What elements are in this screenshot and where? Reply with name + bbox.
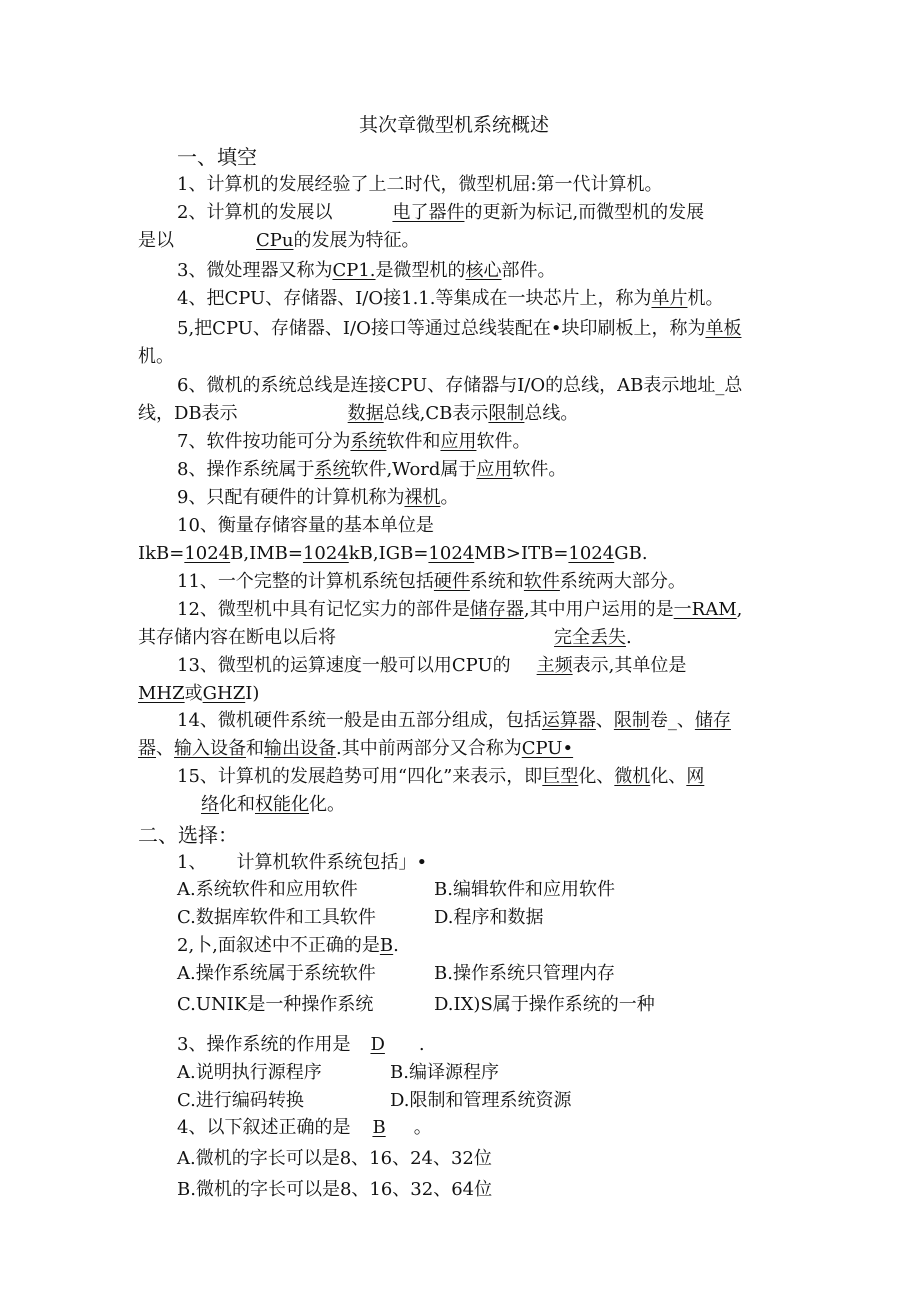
answer-blank: 核心 bbox=[465, 260, 502, 281]
choice-option: D.程序和数据 bbox=[434, 907, 544, 928]
answer-blank: CPU• bbox=[521, 738, 574, 759]
choice-option: A.微机的字长可以是8、16、24、32位 bbox=[177, 1148, 492, 1169]
question-text: 总线。 bbox=[524, 403, 579, 424]
question-text: 13、微型机的运算速度一般可以用CPU的 bbox=[177, 655, 511, 676]
fill-in-line bbox=[177, 430, 530, 454]
fill-in-line bbox=[177, 173, 663, 197]
question-text: 的发展为特征。 bbox=[293, 230, 420, 251]
answer-blank: 1024 bbox=[184, 543, 231, 564]
fill-in-line bbox=[138, 229, 419, 253]
question-text: . bbox=[393, 935, 399, 956]
question-text: 12、微型机中具有记忆实力的部件是 bbox=[177, 599, 470, 620]
choice-option: B.编译源程序 bbox=[390, 1062, 499, 1083]
answer-blank: 络 bbox=[201, 794, 219, 815]
answer-blank: 单板 bbox=[705, 318, 742, 339]
answer-blank: 网 bbox=[686, 766, 705, 787]
section-fill-blank-heading: 一、填空 bbox=[177, 145, 257, 169]
fill-in-line bbox=[177, 514, 434, 538]
answer-blank: 裸机 bbox=[404, 487, 441, 508]
question-text: 8、操作系统属于 bbox=[177, 459, 315, 480]
question-text: I) bbox=[245, 683, 260, 704]
question-text: 。 bbox=[413, 1117, 432, 1138]
fill-in-line bbox=[138, 542, 648, 566]
answer-blank: CPu bbox=[256, 230, 294, 251]
question-text: 其存储内容在断电以后将 bbox=[138, 627, 336, 648]
answer-blank: 权能化 bbox=[255, 794, 309, 815]
answer-blank: 1024 bbox=[428, 543, 475, 564]
answer-blank: 限制 bbox=[488, 403, 525, 424]
question-text: 5,把CPU、存储器、I/O接口等通过总线装配在•块印刷板上，称为 bbox=[177, 318, 706, 339]
fill-in-line bbox=[138, 345, 174, 369]
question-text: kB,IGB= bbox=[348, 543, 429, 564]
choice-option: C.进行编码转换 bbox=[177, 1090, 304, 1111]
choice-option: B.编辑软件和应用软件 bbox=[434, 879, 615, 900]
choice-option: C.UNIK是一种操作系统 bbox=[177, 994, 374, 1015]
choice-option: A.说明执行源程序 bbox=[177, 1062, 322, 1083]
answer-blank: 主频 bbox=[536, 655, 573, 676]
question-text: 系统两大部分。 bbox=[559, 571, 686, 592]
fill-in-line bbox=[177, 201, 704, 225]
question-text: 计算机软件系统包括」• bbox=[236, 852, 428, 873]
answer-blank: 限制 bbox=[613, 710, 650, 731]
question-text: 。 bbox=[440, 487, 459, 508]
answer-blank: 储存器 bbox=[469, 599, 524, 620]
question-text: 总线,CB表示 bbox=[383, 403, 489, 424]
question-text: . bbox=[418, 1034, 425, 1055]
fill-in-line bbox=[138, 737, 573, 761]
answer-blank: D bbox=[370, 1034, 385, 1055]
choice-question-stem bbox=[177, 1033, 425, 1057]
question-text: 化、 bbox=[650, 766, 687, 787]
answer-blank: 器 bbox=[138, 738, 156, 759]
choice-option: D.IX)S属于操作系统的一种 bbox=[434, 994, 655, 1015]
choice-question-stem bbox=[177, 934, 399, 958]
question-text: 表示,其单位是 bbox=[572, 655, 687, 676]
question-text: ,其中用户运用的是 bbox=[523, 599, 674, 620]
answer-blank: 数据 bbox=[347, 403, 384, 424]
answer-blank: 单片 bbox=[651, 288, 688, 309]
question-text: 7、软件按功能可分为 bbox=[177, 431, 351, 452]
question-text: 是以 bbox=[138, 230, 174, 251]
fill-in-line bbox=[177, 259, 556, 283]
choice-option: A.操作系统属于系统软件 bbox=[177, 963, 376, 984]
question-text: 、 bbox=[595, 710, 614, 731]
answer-blank: 输入设备 bbox=[174, 738, 246, 759]
question-text: 9、只配有硬件的计算机称为 bbox=[177, 487, 405, 508]
answer-blank: 一RAM bbox=[673, 599, 737, 620]
question-text: 是微型机的 bbox=[375, 260, 466, 281]
answer-blank: 系统 bbox=[350, 431, 387, 452]
question-text: 、 bbox=[156, 738, 174, 759]
answer-blank: GHZ bbox=[202, 683, 246, 704]
fill-in-line bbox=[177, 598, 742, 622]
question-text: 软件。 bbox=[512, 459, 567, 480]
fill-in-line bbox=[177, 317, 741, 341]
answer-blank: 微机 bbox=[614, 766, 651, 787]
fill-in-line bbox=[177, 458, 566, 482]
section-choice-heading: 二、选择： bbox=[138, 823, 238, 847]
answer-blank: B bbox=[372, 1117, 386, 1138]
question-text: 软件。 bbox=[476, 431, 531, 452]
question-text: IkB= bbox=[138, 543, 185, 564]
answer-blank: 输出设备 bbox=[264, 738, 336, 759]
answer-blank: 硬件 bbox=[433, 571, 470, 592]
choice-option: B.微机的字长可以是8、16、32、64位 bbox=[177, 1179, 493, 1200]
question-text: 4、把CPU、存储器、I/O接1.1.等集成在一块芯片上，称为 bbox=[177, 288, 652, 309]
question-text: 化、 bbox=[578, 766, 615, 787]
question-text: 化和 bbox=[219, 794, 255, 815]
question-text: 2、计算机的发展以 bbox=[177, 202, 333, 223]
answer-blank: 巨型 bbox=[542, 766, 579, 787]
answer-blank: 软件 bbox=[523, 571, 560, 592]
question-text: 4、以下叙述正确的是 bbox=[177, 1117, 351, 1138]
fill-in-line bbox=[177, 374, 742, 398]
question-text: 1、 bbox=[177, 852, 207, 873]
answer-blank: B bbox=[379, 935, 394, 956]
answer-blank: 系统 bbox=[314, 459, 351, 480]
question-text: 的更新为标记,而微型机的发展 bbox=[464, 202, 705, 223]
question-text: 软件,Word属于 bbox=[350, 459, 477, 480]
choice-option: B.操作系统只管理内存 bbox=[434, 963, 615, 984]
fill-in-line bbox=[177, 570, 686, 594]
question-text: 1、计算机的发展经验了上二时代，微型机屈:第一代计算机。 bbox=[177, 174, 663, 195]
fill-in-line bbox=[138, 626, 632, 650]
question-text: 和 bbox=[246, 738, 264, 759]
question-text: 软件和 bbox=[386, 431, 441, 452]
question-text: 2,卜,面叙述中不正确的是 bbox=[177, 935, 380, 956]
fill-in-line bbox=[177, 486, 458, 510]
question-text: 线，DB表示 bbox=[138, 403, 238, 424]
question-text: 15、计算机的发展趋势可用“四化”来表示，即 bbox=[177, 766, 543, 787]
choice-question-stem bbox=[177, 1116, 432, 1140]
answer-blank: 1024 bbox=[302, 543, 349, 564]
question-text: 机。 bbox=[138, 346, 174, 367]
question-text: .其中前两部分又合称为 bbox=[336, 738, 522, 759]
answer-blank: 应用 bbox=[476, 459, 513, 480]
question-text: , bbox=[736, 599, 743, 620]
question-text: 3、微处理器又称为 bbox=[177, 260, 333, 281]
question-text: MB>ITB= bbox=[474, 543, 569, 564]
fill-in-line bbox=[177, 287, 723, 311]
answer-blank: 应用 bbox=[440, 431, 477, 452]
answer-blank: 完全丢失 bbox=[554, 627, 626, 648]
question-text: 机。 bbox=[687, 288, 724, 309]
question-text: 化。 bbox=[309, 794, 345, 815]
question-text: 部件。 bbox=[501, 260, 556, 281]
choice-option: C.数据库软件和工具软件 bbox=[177, 907, 376, 928]
answer-blank: 运算器 bbox=[541, 710, 596, 731]
question-text: 14、微机硬件系统一般是由五部分组成，包括 bbox=[177, 710, 542, 731]
question-text: . bbox=[626, 627, 632, 648]
fill-in-line bbox=[138, 402, 578, 426]
fill-in-line bbox=[177, 709, 731, 733]
question-text: 10、衡量存储容量的基本单位是 bbox=[177, 515, 434, 536]
answer-blank: 电了器件 bbox=[392, 202, 465, 223]
question-text: B,IMB= bbox=[230, 543, 303, 564]
answer-blank: MHZ bbox=[138, 683, 185, 704]
answer-blank: 储存 bbox=[694, 710, 731, 731]
choice-question-stem bbox=[177, 851, 427, 875]
question-text: 系统和 bbox=[469, 571, 524, 592]
question-text: 11、一个完整的计算机系统包括 bbox=[177, 571, 434, 592]
question-text: 或 bbox=[184, 683, 203, 704]
answer-blank: CP1. bbox=[332, 260, 376, 281]
page-title: 其次章微型机系统概述 bbox=[359, 114, 550, 136]
question-text: 卷_、 bbox=[649, 710, 695, 731]
fill-in-line bbox=[138, 682, 259, 706]
answer-blank: 1024 bbox=[568, 543, 615, 564]
question-text: 3、操作系统的作用是 bbox=[177, 1034, 351, 1055]
choice-option: A.系统软件和应用软件 bbox=[177, 879, 358, 900]
fill-in-line bbox=[177, 765, 704, 789]
fill-in-line bbox=[201, 793, 345, 817]
question-text: 6、微机的系统总线是连接CPU、存储器与I/O的总线，AB表示地址_总 bbox=[177, 375, 743, 396]
fill-in-line bbox=[177, 654, 686, 678]
question-text: GB. bbox=[614, 543, 648, 564]
choice-option: D.限制和管理系统资源 bbox=[390, 1090, 572, 1111]
